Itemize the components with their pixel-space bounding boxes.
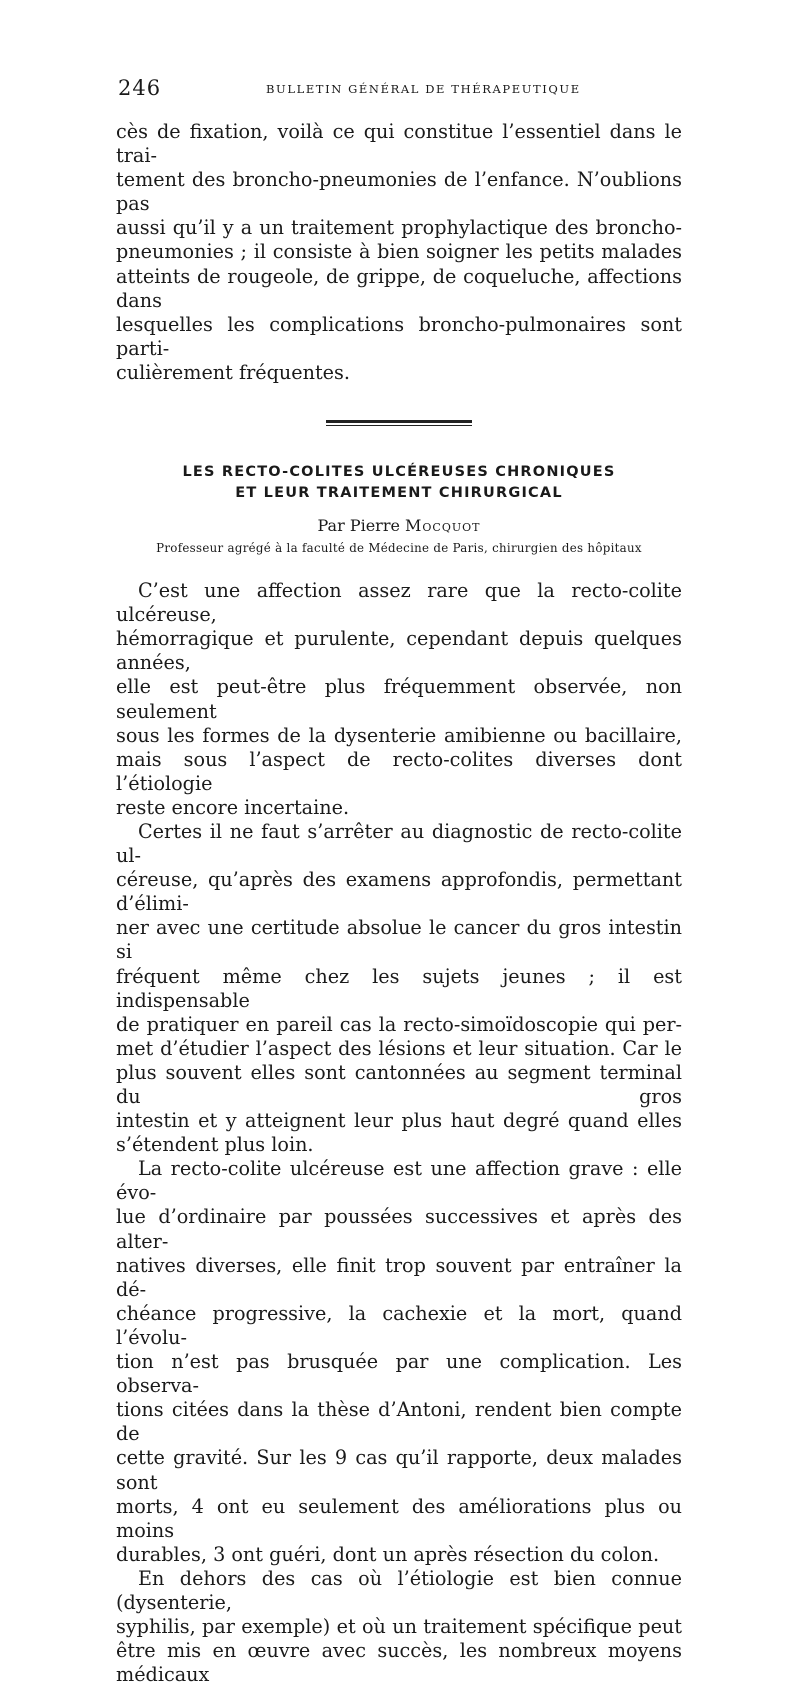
author-prefix: Par Pierre xyxy=(317,516,400,536)
paragraph xyxy=(116,579,682,820)
text-line: tions citées dans la thèse d’Antoni, rendent bien compte de xyxy=(116,1398,682,1446)
previous-article-ending xyxy=(116,120,682,385)
text-line: sous les formes de la dysenterie amibienne ou bacillaire, xyxy=(116,723,682,747)
text-line: aussi qu’il y a un traitement prophylactique des broncho- xyxy=(116,216,682,240)
article-title-line: ET LEUR TRAITEMENT CHIRURGICAL xyxy=(235,485,563,502)
text-line: Certes il ne faut s’arrêter au diagnostic de recto-colite ul- xyxy=(116,819,682,868)
text-line: cette gravité. Sur les 9 cas qu’il rapporte, deux malades sont xyxy=(116,1446,682,1494)
article-title xyxy=(116,462,682,504)
text-line: syphilis, par exemple) et où un traitement spécifique peut xyxy=(116,1615,682,1639)
text-line: pneumonies ; il consiste à bien soigner les petits malades xyxy=(116,240,682,264)
text-line: chéance progressive, la cachexie et la mort, quand l’évolu- xyxy=(116,1301,682,1349)
text-line: tement des broncho-pneumonies de l’enfance. N’oublions pas xyxy=(116,168,682,216)
text-line: morts, 4 ont eu seulement des améliorations plus ou moins xyxy=(116,1494,682,1542)
text-line: lue d’ordinaire par poussées successives et après des alter- xyxy=(116,1205,682,1253)
text-line: s’étendent plus loin. xyxy=(116,1133,314,1157)
text-line: durables, 3 ont guéri, dont un après résection du colon. xyxy=(116,1542,660,1566)
text-line: En dehors des cas où l’étiologie est bien connue (dysenterie, xyxy=(116,1566,682,1614)
text-line: plus souvent elles sont cantonnées au segment terminal du gros xyxy=(116,1060,682,1108)
text-line: C’est une affection assez rare que la recto-colite ulcéreuse, xyxy=(116,579,682,627)
text-line: culièrement fréquentes. xyxy=(116,360,350,384)
text-line: hémorragique et purulente, cependant depuis quelques années, xyxy=(116,627,682,675)
text-line: mais sous l’aspect de recto-colites diverses dont l’étiologie xyxy=(116,747,682,795)
paragraph xyxy=(116,820,682,1157)
text-line: atteints de rougeole, de grippe, de coqueluche, affections dans xyxy=(116,264,682,312)
paragraph xyxy=(116,1567,682,1687)
text-line: ner avec une certitude absolue le cancer du gros intestin si xyxy=(116,916,682,964)
text-line: La recto-colite ulcéreuse est une affection grave : elle évo- xyxy=(116,1157,682,1205)
article-author xyxy=(116,516,682,535)
page-header xyxy=(118,76,682,100)
text-line: tion n’est pas brusquée par une complication. Les observa- xyxy=(116,1350,682,1398)
text-line: reste encore incertaine. xyxy=(116,795,350,819)
article-title-line: LES RECTO-COLITES ULCÉREUSES CHRONIQUES xyxy=(182,464,616,481)
text-line: intestin et y atteignent leur plus haut degré quand elles xyxy=(116,1109,682,1133)
paragraph xyxy=(116,1157,682,1567)
article-body xyxy=(116,579,682,1687)
text-line: céreuse, qu’après des examens approfondis, permettant d’élimi- xyxy=(116,868,682,916)
page-content xyxy=(116,120,682,1687)
text-line: de pratiquer en pareil cas la recto-simoïdoscopie qui per- xyxy=(116,1012,682,1036)
text-line: fréquent même chez les sujets jeunes ; il est indispensable xyxy=(116,964,682,1012)
page-number: 246 xyxy=(118,76,162,100)
text-line: cès de fixation, voilà ce qui constitue l’essentiel dans le trai- xyxy=(116,120,682,168)
section-separator xyxy=(326,420,472,426)
text-line: lesquelles les complications broncho-pulmonaires sont parti- xyxy=(116,312,682,360)
text-line: natives diverses, elle finit trop souvent par entraîner la dé- xyxy=(116,1253,682,1301)
author-name: Mocquot xyxy=(405,516,481,536)
running-head: BULLETIN GÉNÉRAL DE THÉRAPEUTIQUE xyxy=(266,82,581,96)
text-line: elle est peut-être plus fréquemment observée, non seulement xyxy=(116,675,682,723)
author-affiliation: Professeur agrégé à la faculté de Médecine de Paris, chirurgien des hôpitaux xyxy=(156,541,642,556)
text-line: met d’étudier l’aspect des lésions et leur situation. Car le xyxy=(116,1036,682,1060)
text-line: être mis en œuvre avec succès, les nombreux moyens médicaux xyxy=(116,1639,682,1687)
